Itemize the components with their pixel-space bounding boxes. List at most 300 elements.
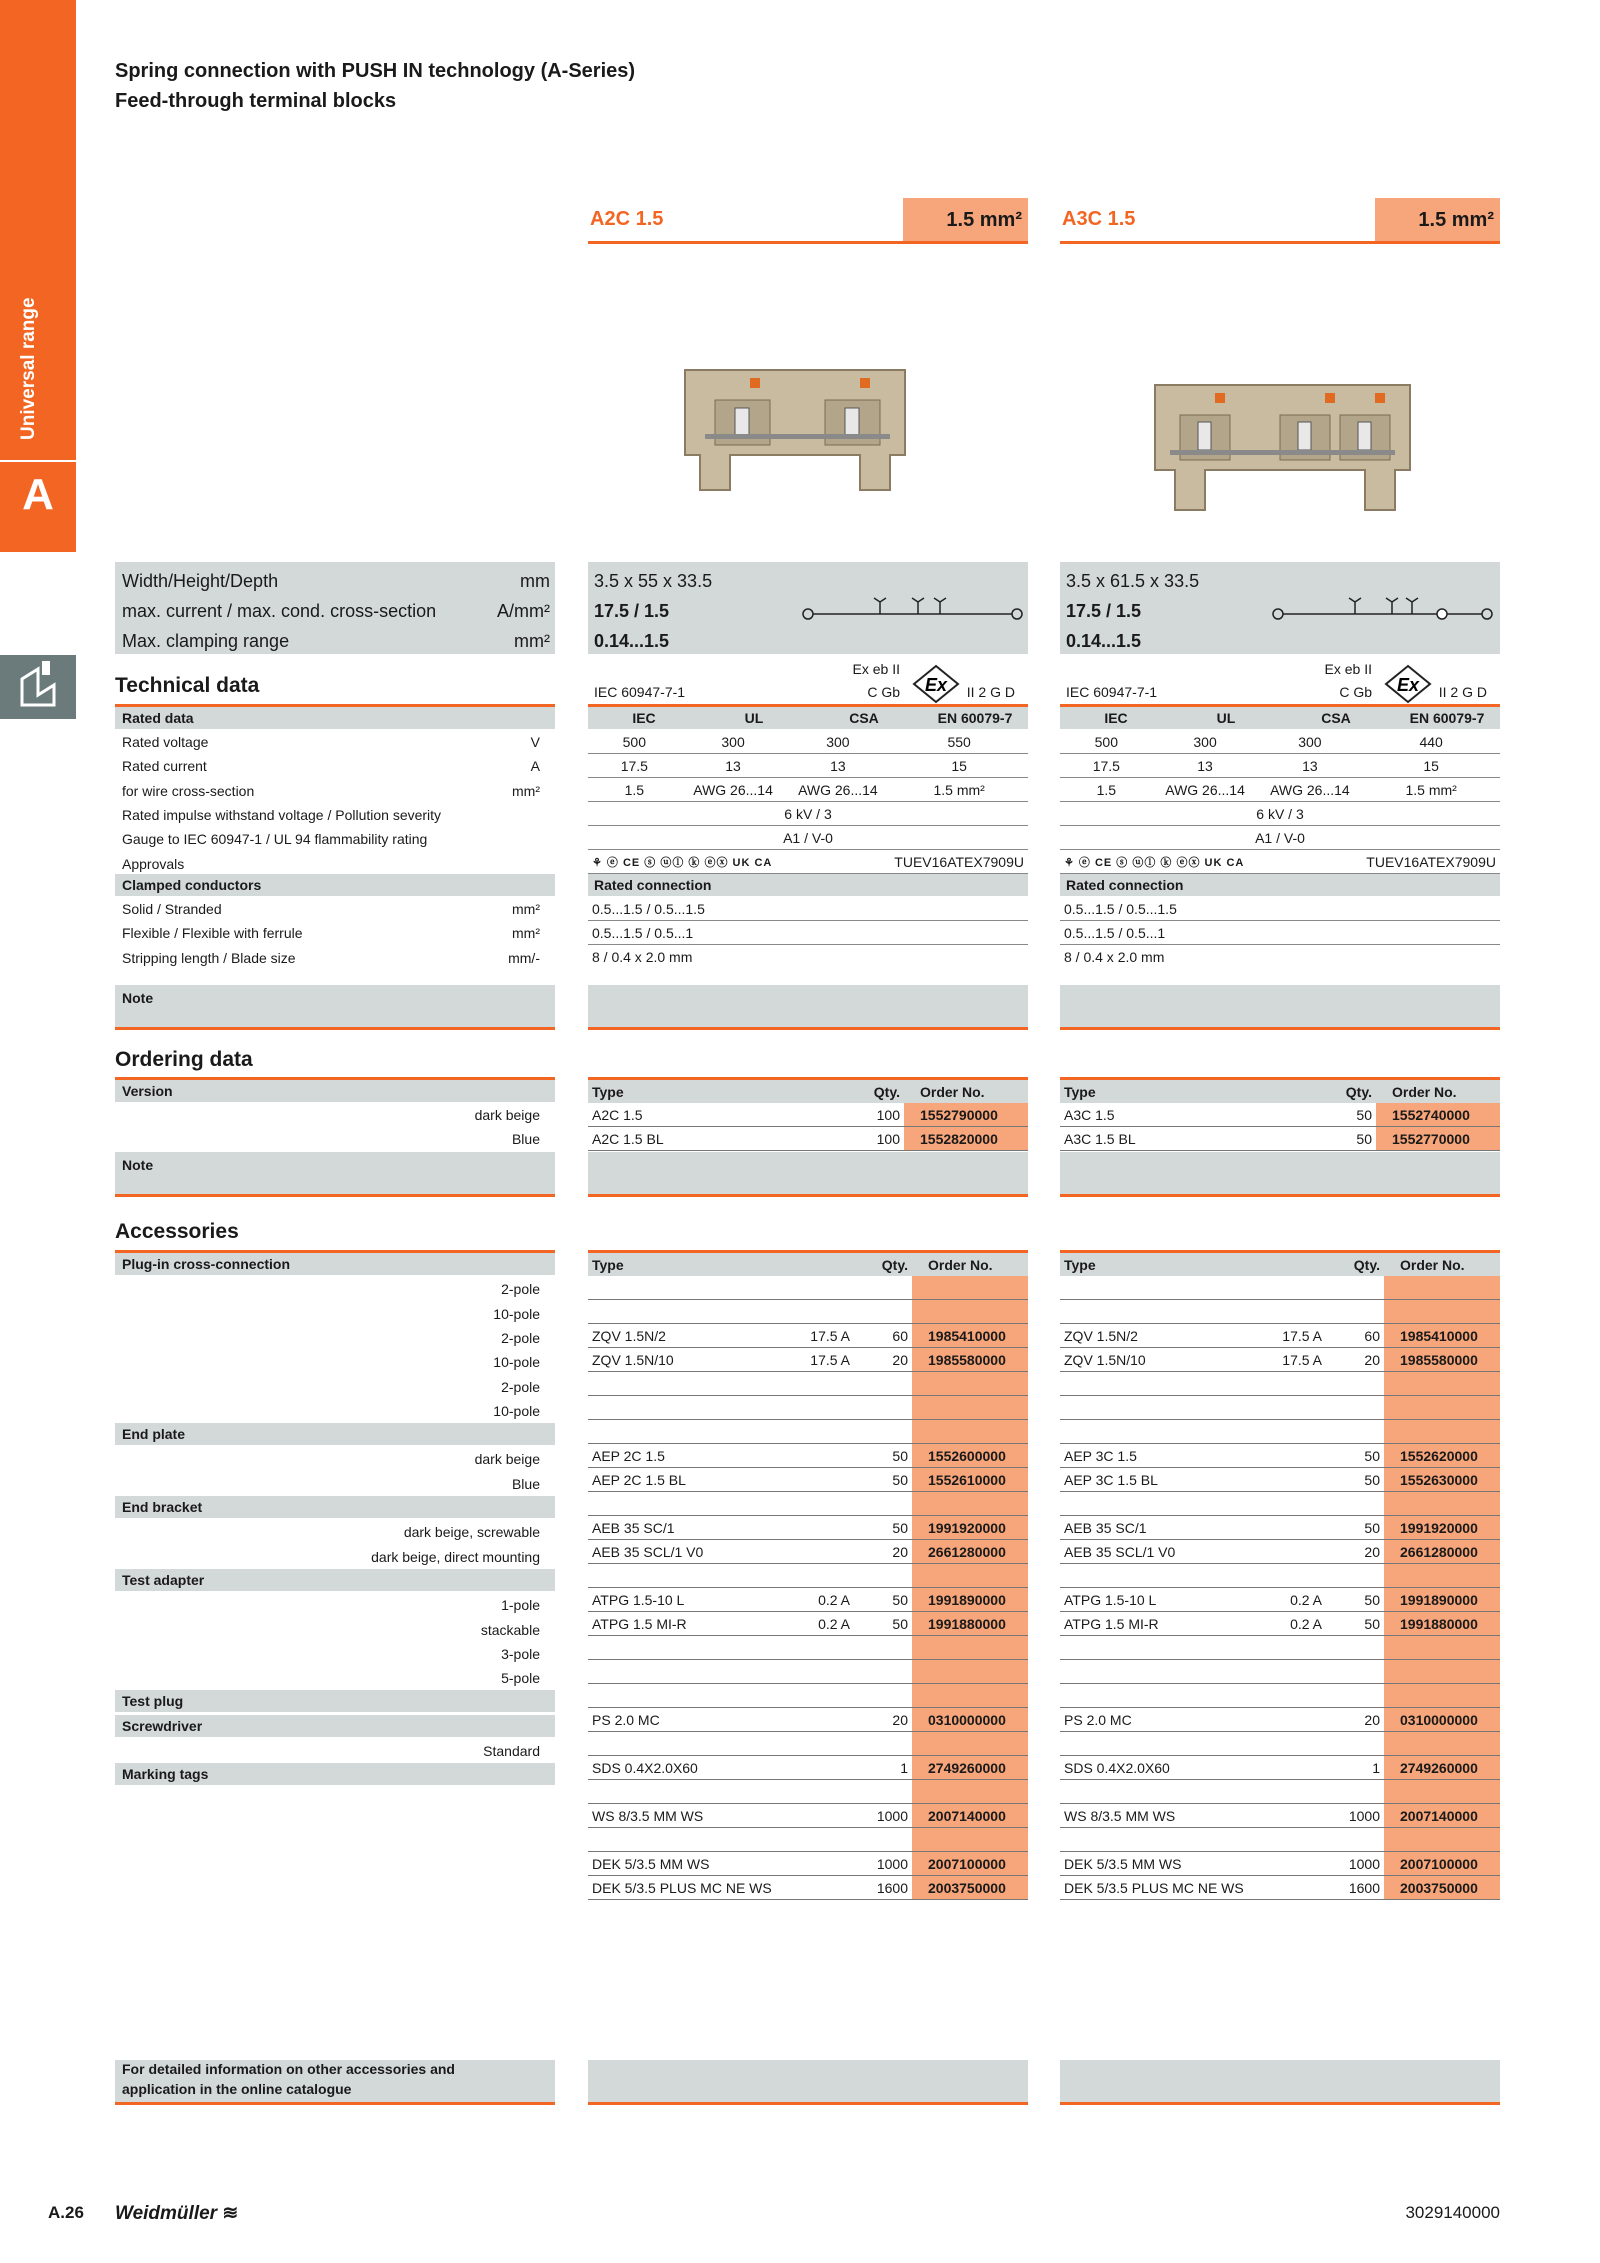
clamped-label: Clamped conductors [122,877,262,893]
acc-row [588,1276,1028,1300]
acc-type-cell: DEK 5/3.5 MM WS [1060,1852,1258,1876]
acc-row [1060,1852,1500,1876]
order-note-band [115,1152,555,1194]
cross-section-row [588,778,1028,802]
acc-type-cell [1060,1372,1258,1396]
acc-row [1060,1372,1500,1396]
type-cell: A2C 1.5 [588,1103,816,1127]
acc-qty-cell: 1000 [1326,1804,1384,1828]
value-cell: 440 [1362,730,1500,754]
value-cell: 6 kV / 3 [588,802,1028,826]
acc-row [588,1636,1028,1660]
acc-row [1060,1516,1500,1540]
acc-current-cell [1258,1516,1326,1540]
page-title [115,56,635,116]
clamped-row-unit: mm² [512,925,540,942]
acc-type-cell: SDS 0.4X2.0X60 [588,1756,786,1780]
acc-type-cell: WS 8/3.5 MM WS [1060,1804,1258,1828]
approval-marks-icon: ⚘ ⓔ CE ⓢ ⓤⓛ ⓚ ⓔⓧ UK CA [1060,850,1362,874]
footnote-band-a2c [588,2060,1028,2102]
acc-type-cell: PS 2.0 MC [588,1708,786,1732]
acc-current-cell: 0.2 A [786,1612,854,1636]
value-cell: 500 [1060,730,1153,754]
acc-header-row [1060,1253,1500,1276]
header-qty: Qty. [1326,1253,1384,1276]
acc-row [1060,1708,1500,1732]
acc-qty-cell: 50 [854,1612,912,1636]
header-type: Type [1060,1253,1258,1276]
acc-item-label: 2-pole [501,1378,540,1395]
header-qty: Qty. [854,1253,912,1276]
acc-row [1060,1876,1500,1900]
qty-cell: 100 [816,1103,904,1127]
acc-row [1060,1588,1500,1612]
version-blue: Blue [511,1131,540,1147]
brand-name: Weidmüller [115,2203,218,2224]
acc-type-cell: ATPG 1.5 MI-R [588,1612,786,1636]
acc-type-cell: DEK 5/3.5 MM WS [588,1852,786,1876]
value-cell: 550 [890,730,1028,754]
acc-type-cell [1060,1300,1258,1324]
tech-note-bar-a2c [588,1027,1028,1030]
acc-qty-cell [854,1396,912,1420]
acc-qty-cell: 50 [854,1516,912,1540]
tech-row-label: Rated voltage [122,734,209,750]
acc-type-cell [588,1492,786,1516]
acc-row [1060,1492,1500,1516]
acc-current-cell [786,1780,854,1804]
acc-qty-cell [854,1780,912,1804]
acc-group-label: Plug-in cross-connection [122,1256,291,1272]
gauge-row [1060,826,1500,850]
acc-item-label: dark beige, screwable [403,1524,540,1541]
acc-row [588,1660,1028,1684]
order-header-row [1060,1080,1500,1103]
svg-text:Ex: Ex [924,675,948,695]
acc-qty-cell [854,1276,912,1300]
acc-row [588,1852,1028,1876]
acc-qty-cell [854,1420,912,1444]
acc-row [588,1324,1028,1348]
acc-row [588,1612,1028,1636]
acc-order-no-cell [1384,1636,1500,1660]
circuit-symbol-3 [1270,594,1495,624]
acc-group-label: End bracket [122,1499,203,1515]
acc-group-label: Test plug [122,1693,184,1710]
version-band [115,1080,555,1102]
acc-type-cell [1060,1396,1258,1420]
value-cell: 1.5 [588,778,681,802]
acc-group-label: Screwdriver [122,1717,203,1734]
acc-order-no-cell [1384,1660,1500,1684]
acc-qty-cell: 50 [854,1444,912,1468]
iec-label: IEC 60947-7-1 [594,684,686,700]
acc-qty-cell [854,1564,912,1588]
circuit-symbol-2 [800,594,1025,624]
acc-qty-cell [1326,1780,1384,1804]
a3c-connection-table [1060,897,1500,968]
product-image-a2c [660,360,930,535]
acc-order-no-cell: 2007100000 [1384,1852,1500,1876]
clamped-row-label: Solid / Stranded [122,901,222,917]
accessories-title: Accessories [115,1220,239,1243]
acc-qty-cell: 20 [1326,1708,1384,1732]
order-no-cell: 1552770000 [1376,1127,1500,1151]
acc-row [1060,1324,1500,1348]
header-type: Type [588,1253,786,1276]
acc-order-no-cell [1384,1300,1500,1324]
tech-note-bar-a3c [1060,1027,1500,1030]
value-cell: AWG 26...14 [1257,778,1362,802]
header-qty: Qty. [1288,1080,1376,1103]
current-row [1060,754,1500,778]
acc-qty-cell: 20 [854,1540,912,1564]
rated-data-label: Rated data [122,710,194,726]
acc-current-cell [786,1636,854,1660]
acc-row [1060,1780,1500,1804]
acc-order-no-cell: 2661280000 [912,1540,1028,1564]
order-row [1060,1103,1500,1127]
std-header-ul: UL [744,710,764,726]
acc-qty-cell: 60 [854,1324,912,1348]
acc-item-label: 5-pole [501,1670,540,1687]
acc-current-cell [1258,1468,1326,1492]
acc-type-cell [1060,1660,1258,1684]
svg-text:Ex: Ex [1396,675,1420,695]
acc-group-label: Test adapter [122,1571,205,1588]
acc-type-cell [588,1660,786,1684]
a3c-accessories-table [1060,1253,1500,1900]
footnote-bar-a3c [1060,2102,1500,2105]
acc-type-cell: DEK 5/3.5 PLUS MC NE WS [588,1876,786,1900]
acc-row [588,1372,1028,1396]
gauge-row [588,826,1028,850]
acc-type-cell: ATPG 1.5-10 L [1060,1588,1258,1612]
solid-value: 0.5...1.5 / 0.5...1.5 [588,897,1028,921]
acc-row [588,1828,1028,1852]
acc-qty-cell: 1600 [854,1876,912,1900]
acc-row [1060,1804,1500,1828]
terminal-block-icon [0,655,76,719]
acc-order-no-cell: 2749260000 [1384,1756,1500,1780]
acc-item-label: 2-pole [501,1281,540,1298]
product-header-a2c [588,198,1028,244]
acc-qty-cell [854,1492,912,1516]
acc-current-cell [1258,1852,1326,1876]
acc-order-no-cell [1384,1732,1500,1756]
acc-qty-cell: 50 [1326,1588,1384,1612]
order-note-label: Note [122,1157,154,1173]
acc-row [588,1444,1028,1468]
page-title-line1: Spring connection with PUSH IN technology (A-Series) [115,60,636,82]
acc-row [588,1396,1028,1420]
acc-row [588,1540,1028,1564]
acc-type-cell [588,1396,786,1420]
header-order-no: Order No. [1376,1080,1500,1103]
order-row [588,1103,1028,1127]
acc-row [1060,1396,1500,1420]
acc-order-no-cell: 2003750000 [912,1876,1028,1900]
acc-qty-cell: 50 [1326,1444,1384,1468]
value-cell: 300 [785,730,890,754]
acc-group-label: End plate [122,1426,186,1443]
acc-current-cell [1258,1636,1326,1660]
acc-order-no-cell: 1991890000 [1384,1588,1500,1612]
brand-mark-icon: ≋ [222,2203,239,2224]
acc-row [588,1876,1028,1900]
voltage-row [588,730,1028,754]
acc-row [1060,1684,1500,1708]
flexible-value: 0.5...1.5 / 0.5...1 [1060,921,1500,945]
tech-row-label: Rated impulse withstand voltage / Pollution severity [122,806,442,823]
cgb-label: C Gb [1339,684,1372,700]
acc-row [1060,1348,1500,1372]
acc-row [588,1708,1028,1732]
value-cell: A1 / V-0 [1060,826,1500,850]
acc-current-cell [1258,1564,1326,1588]
footnote-line2: application in the online catalogue [122,2081,352,2097]
footnote-bar [115,2102,555,2105]
acc-order-no-cell [1384,1396,1500,1420]
value-cell: 15 [1362,754,1500,778]
acc-current-cell [786,1492,854,1516]
order-no-cell: 1552790000 [904,1103,1028,1127]
acc-qty-cell: 50 [854,1468,912,1492]
order-header-row [588,1080,1028,1103]
acc-type-cell [588,1276,786,1300]
acc-order-no-cell [912,1372,1028,1396]
acc-type-cell: ZQV 1.5N/2 [588,1324,786,1348]
acc-row [588,1684,1028,1708]
acc-order-no-cell: 1985410000 [1384,1324,1500,1348]
a2c-ratings-table [588,730,1028,874]
impulse-row [588,802,1028,826]
acc-type-cell [1060,1732,1258,1756]
type-cell: A3C 1.5 BL [1060,1127,1288,1151]
acc-order-no-cell [912,1828,1028,1852]
acc-type-cell [1060,1636,1258,1660]
acc-current-cell: 17.5 A [1258,1348,1326,1372]
acc-qty-cell [1326,1372,1384,1396]
voltage-row [1060,730,1500,754]
acc-order-no-cell [912,1420,1028,1444]
spec-label-clamping: Max. clamping range [122,631,290,651]
acc-order-no-cell: 2007100000 [912,1852,1028,1876]
rated-connection-label: Rated connection [1066,877,1184,893]
acc-order-no-cell [1384,1564,1500,1588]
acc-current-cell [786,1684,854,1708]
footnote-line1: For detailed information on other accessories and [122,2061,455,2077]
acc-current-cell [786,1396,854,1420]
acc-order-no-cell [1384,1372,1500,1396]
cross-section-row [1060,778,1500,802]
footnote-band-a3c [1060,2060,1500,2102]
acc-type-cell [1060,1276,1258,1300]
std-header-csa: CSA [1321,710,1351,726]
acc-qty-cell [854,1732,912,1756]
acc-qty-cell [1326,1732,1384,1756]
acc-qty-cell [1326,1300,1384,1324]
ex-label: Ex eb II [1324,661,1372,677]
acc-order-no-cell: 2007140000 [1384,1804,1500,1828]
tech-row-label: Approvals [122,855,185,872]
acc-qty-cell [1326,1492,1384,1516]
page-title-line2: Feed-through terminal blocks [115,90,397,112]
acc-row [1060,1468,1500,1492]
clamped-row-unit: mm² [512,901,540,917]
acc-type-cell [1060,1780,1258,1804]
acc-qty-cell [1326,1684,1384,1708]
acc-item-label: 1-pole [501,1597,540,1614]
clamped-row-unit: mm/- [508,949,540,966]
acc-current-cell [786,1276,854,1300]
value-cell: 300 [1257,730,1362,754]
acc-qty-cell: 20 [1326,1540,1384,1564]
spec-value-dims: 3.5 x 61.5 x 33.5 [1066,571,1200,591]
flexible-value: 0.5...1.5 / 0.5...1 [588,921,1028,945]
a2c-order-table [588,1080,1028,1151]
acc-order-no-cell: 1552620000 [1384,1444,1500,1468]
std-header-iec: IEC [1104,710,1128,726]
acc-type-cell [588,1732,786,1756]
acc-type-cell: ZQV 1.5N/10 [1060,1348,1258,1372]
acc-row [588,1300,1028,1324]
acc-current-cell [1258,1420,1326,1444]
order-note-bar-a2c [588,1194,1028,1197]
tech-row-label: Gauge to IEC 60947-1 / UL 94 flammability rating [122,831,428,848]
tech-note-band-a3c [1060,985,1500,1027]
acc-qty-cell [1326,1420,1384,1444]
acc-qty-cell [1326,1396,1384,1420]
document-code: 3029140000 [1405,2203,1500,2222]
acc-order-no-cell [1384,1420,1500,1444]
tech-note-label: Note [122,990,154,1006]
acc-item-label: dark beige, direct mounting [371,1548,540,1565]
acc-qty-cell: 50 [1326,1468,1384,1492]
footnote-bar-a2c [588,2102,1028,2105]
acc-qty-cell: 50 [1326,1612,1384,1636]
spec-value-clamping: 0.14...1.5 [1066,631,1142,651]
value-cell: 13 [1257,754,1362,778]
acc-qty-cell [1326,1828,1384,1852]
acc-row [1060,1756,1500,1780]
acc-type-cell: AEB 35 SCL/1 V0 [1060,1540,1258,1564]
acc-group-label: Marking tags [122,1766,209,1783]
order-row [588,1127,1028,1151]
acc-order-no-cell: 1991890000 [912,1588,1028,1612]
acc-order-no-cell: 0310000000 [912,1708,1028,1732]
acc-order-no-cell: 1552610000 [912,1468,1028,1492]
range-label [18,400,40,440]
acc-type-cell: AEP 2C 1.5 BL [588,1468,786,1492]
tech-row-label: for wire cross-section [122,782,255,799]
acc-qty-cell: 50 [1326,1516,1384,1540]
acc-current-cell [1258,1732,1326,1756]
acc-current-cell [1258,1396,1326,1420]
acc-qty-cell: 1600 [1326,1876,1384,1900]
spec-value-current: 17.5 / 1.5 [594,601,670,621]
acc-order-no-cell [912,1300,1028,1324]
spec-unit-clamping: mm² [514,631,550,651]
type-cell: A3C 1.5 [1060,1103,1288,1127]
acc-current-cell [1258,1372,1326,1396]
header-order-no: Order No. [912,1253,1028,1276]
acc-qty-cell: 1 [1326,1756,1384,1780]
spec-unit-current: A/mm² [497,601,550,621]
order-note-band-a2c [588,1152,1028,1194]
a3c-order-table [1060,1080,1500,1151]
header-order-no: Order No. [904,1080,1028,1103]
acc-type-cell [588,1684,786,1708]
acc-type-cell: AEB 35 SC/1 [588,1516,786,1540]
tech-row-unit: A [530,758,540,775]
acc-current-cell [786,1372,854,1396]
acc-order-no-cell [912,1780,1028,1804]
acc-row [588,1420,1028,1444]
product-name: A3C 1.5 [1062,208,1136,230]
value-cell: AWG 26...14 [681,778,786,802]
acc-type-cell [588,1828,786,1852]
acc-current-cell: 0.2 A [786,1588,854,1612]
value-cell: 1.5 mm² [1362,778,1500,802]
acc-order-no-cell: 1991880000 [1384,1612,1500,1636]
acc-current-cell: 0.2 A [1258,1612,1326,1636]
acc-current-cell [1258,1276,1326,1300]
cgb-label: C Gb [867,684,900,700]
acc-current-cell [1258,1828,1326,1852]
acc-row [1060,1540,1500,1564]
product-size: 1.5 mm² [1375,198,1500,241]
order-row [1060,1127,1500,1151]
version-dark-beige: dark beige [474,1107,540,1123]
acc-current-cell [786,1516,854,1540]
clamped-row-label: Stripping length / Blade size [122,949,296,966]
impulse-row [1060,802,1500,826]
spec-label-dims: Width/Height/Depth [122,571,279,591]
acc-qty-cell: 1 [854,1756,912,1780]
acc-order-no-cell [1384,1828,1500,1852]
acc-current-cell [1258,1876,1326,1900]
acc-order-no-cell [912,1636,1028,1660]
acc-type-cell: ZQV 1.5N/10 [588,1348,786,1372]
acc-order-no-cell: 0310000000 [1384,1708,1500,1732]
acc-qty-cell: 1000 [854,1804,912,1828]
acc-order-no-cell: 2003750000 [1384,1876,1500,1900]
acc-type-cell [1060,1684,1258,1708]
acc-qty-cell: 20 [854,1348,912,1372]
acc-order-no-cell: 1985410000 [912,1324,1028,1348]
section-letter: A [22,470,54,519]
acc-row [1060,1276,1500,1300]
acc-qty-cell: 50 [854,1588,912,1612]
acc-qty-cell: 60 [1326,1324,1384,1348]
product-header-a3c [1060,198,1500,244]
acc-type-cell: AEP 3C 1.5 [1060,1444,1258,1468]
tech-row-unit: mm² [512,782,540,799]
acc-current-cell [786,1420,854,1444]
value-cell: 13 [1153,754,1258,778]
acc-current-cell [1258,1756,1326,1780]
brand-logo [115,2202,238,2225]
acc-type-cell: AEB 35 SCL/1 V0 [588,1540,786,1564]
acc-order-no-cell [912,1660,1028,1684]
value-cell: 17.5 [588,754,681,778]
acc-item-label: Standard [483,1743,540,1759]
spec-label-current: max. current / max. cond. cross-section [122,601,437,621]
acc-row [1060,1636,1500,1660]
acc-current-cell [1258,1684,1326,1708]
acc-current-cell [786,1708,854,1732]
